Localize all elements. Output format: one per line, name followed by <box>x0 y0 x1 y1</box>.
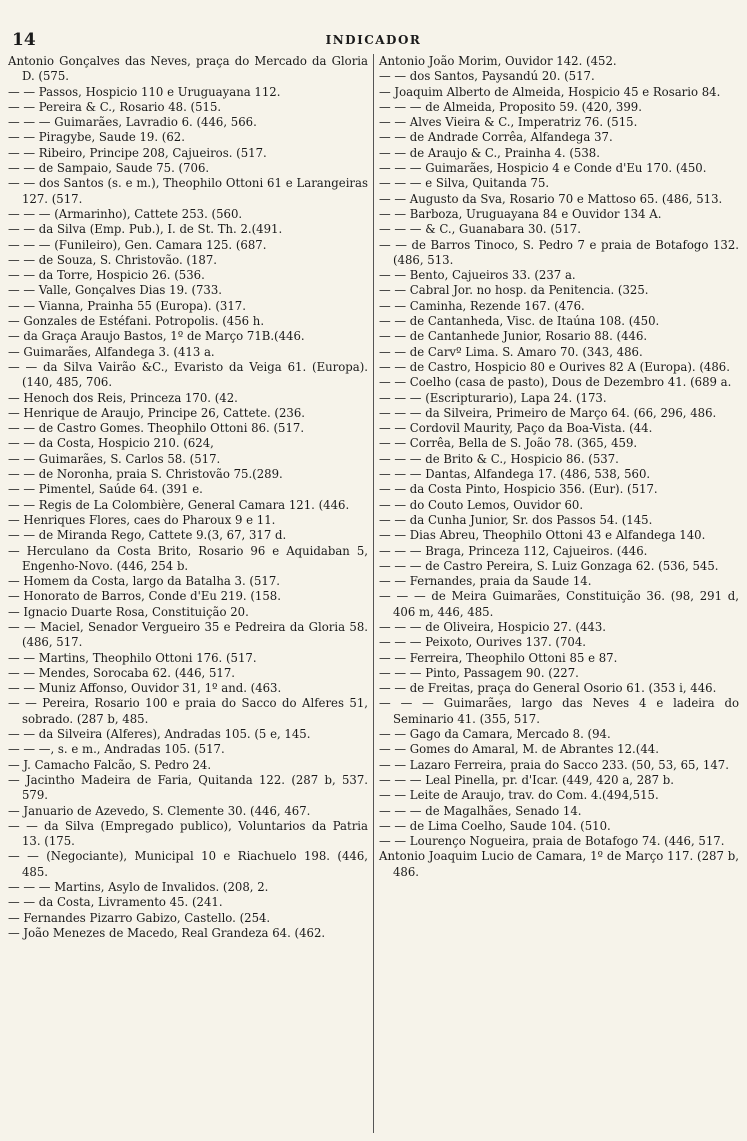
directory-entry: — — Cabral Jor. no hosp. da Penitencia. (325. <box>379 283 649 298</box>
left-column <box>8 54 374 1133</box>
directory-entry: — — de Freitas, praça do General Osorio 61. (353 i, 446. <box>379 681 717 696</box>
directory-entry: — — Fernandes, praia da Saude 14. <box>379 574 592 589</box>
directory-entry: — — da Costa, Livramento 45. (241. <box>8 895 223 910</box>
directory-entry: — — — Dantas, Alfandega 17. (486, 538, 560. <box>379 467 651 482</box>
running-title: INDICADOR <box>325 33 422 47</box>
directory-entry: — — Pimentel, Saúde 64. (391 e. <box>8 482 203 497</box>
directory-entry: — — Martins, Theophilo Ottoni 176. (517. <box>8 650 257 665</box>
directory-entry: — — Guimarães, S. Carlos 58. (517. <box>8 451 221 466</box>
directory-entry: — — (Negociante), Municipal 10 e Riachuelo 198. (446, 485. <box>8 849 368 879</box>
directory-entry: — — Regis de La Colombière, General Camara 121. (446. <box>8 497 350 512</box>
directory-entry: — — Maciel, Senador Vergueiro 35 e Pedreira da Gloria 58. (486, 517. <box>8 619 368 650</box>
page-number: 14 <box>12 30 36 50</box>
directory-entry: — — de Carvº Lima. S. Amaro 70. (343, 486. <box>379 344 643 359</box>
directory-entry: — — — da Silveira, Primeiro de Março 64. (66, 296, 486. <box>379 405 717 420</box>
directory-entry: — — de Castro, Hospicio 80 e Ourives 82 A (Europa). (486. <box>379 359 730 374</box>
directory-entry: — Januario de Azevedo, S. Clemente 30. (446, 467. <box>8 803 311 818</box>
directory-entry: — — da Costa Pinto, Hospicio 356. (Eur). (517. <box>379 482 658 497</box>
directory-entry: — Henoch dos Reis, Princeza 170. (42. <box>8 390 238 405</box>
directory-entry: — — de Barros Tinoco, S. Pedro 7 e praia de Botafogo 132. (486, 513. <box>379 237 739 267</box>
directory-entry: — — — Pinto, Passagem 90. (227. <box>379 665 579 680</box>
directory-entry: — — Coelho (casa de pasto), Dous de Dezembro 41. (689 a. <box>379 375 732 390</box>
directory-entry: — — da Silva (Emp. Pub.), I. de St. Th. 2.(491. <box>8 222 283 237</box>
directory-entry: — — — (Armarinho), Cattete 253. (560. <box>8 206 243 221</box>
directory-entry: — Henriques Flores, caes do Pharoux 9 e 11. <box>8 512 276 527</box>
directory-entry: — — de Cantanhede Junior, Rosario 88. (446. <box>379 329 648 344</box>
directory-entry: — — — de Magalhães, Senado 14. <box>379 803 582 818</box>
directory-entry: — Fernandes Pizarro Gabizo, Castello. (254. <box>8 910 271 925</box>
directory-entry: — — — Peixoto, Ourives 137. (704. <box>379 635 586 650</box>
directory-entry: — — de Castro Gomes. Theophilo Ottoni 86. (517. <box>8 421 305 436</box>
directory-entry: — — Piragybe, Saude 19. (62. <box>8 130 185 145</box>
directory-entry: Antonio Gonçalves das Neves, praça do Mercado da Gloria D. (575. <box>8 54 368 84</box>
directory-entry: — Homem da Costa, largo da Batalha 3. (517. <box>8 574 280 589</box>
directory-entry: Antonio Joaquim Lucio de Camara, 1º de Março 117. (287 b, 486. <box>379 849 739 879</box>
directory-entry: — — de Andrade Corrêa, Alfandega 37. <box>379 130 613 145</box>
directory-entry: — — Gago da Camara, Mercado 8. (94. <box>379 727 611 742</box>
directory-entry: — — de Cantanheda, Visc. de Itaúna 108. (450. <box>379 314 660 329</box>
directory-entry: — — — de Brito & C., Hospicio 86. (537. <box>379 451 619 466</box>
directory-entry: — da Graça Araujo Bastos, 1º de Março 71B.(446. <box>8 329 305 344</box>
directory-entry: — — — & C., Guanabara 30. (517. <box>379 222 581 237</box>
directory-entry: — — da Torre, Hospicio 26. (536. <box>8 268 205 283</box>
directory-entry: — — Passos, Hospicio 110 e Uruguayana 112. <box>8 84 281 99</box>
directory-entry: — — da Silveira (Alferes), Andradas 105. (5 e, 145. <box>8 727 311 742</box>
directory-entry: — — — (Escripturario), Lapa 24. (173. <box>379 390 607 405</box>
directory-entry: — — Leite de Araujo, trav. do Com. 4.(494,515. <box>379 788 659 803</box>
directory-entry: — — da Silva Vairão &C., Evaristo da Veiga 61. (Europa). (140, 485, 706. <box>8 359 368 390</box>
directory-entry: — Guimarães, Alfandega 3. (413 a. <box>8 344 215 359</box>
directory-entry: — — de Souza, S. Christovão. (187. <box>8 252 218 267</box>
directory-entry: — — da Silva (Empregado publico), Voluntarios da Patria 13. (175. <box>8 818 368 849</box>
two-column-layout <box>8 54 739 1133</box>
directory-entry: — — Ferreira, Theophilo Ottoni 85 e 87. <box>379 650 618 665</box>
directory-entry: — — de Miranda Rego, Cattete 9.(3, 67, 317 d. <box>8 528 287 543</box>
directory-entry: — Jacintho Madeira de Faria, Quitanda 122. (287 b, 537. 579. <box>8 772 368 803</box>
directory-entry: — — — Leal Pinella, pr. d'Icar. (449, 420 a, 287 b. <box>379 772 674 787</box>
directory-entry: — — de Sampaio, Saude 75. (706. <box>8 161 210 176</box>
directory-entry: — — —, s. e m., Andradas 105. (517. <box>8 742 225 757</box>
directory-entry: — — — e Silva, Quitanda 75. <box>379 176 550 191</box>
directory-entry: — — do Couto Lemos, Ouvidor 60. <box>379 497 584 512</box>
directory-entry: — — de Lima Coelho, Saude 104. (510. <box>379 818 611 833</box>
directory-entry: — Ignacio Duarte Rosa, Constituição 20. <box>8 604 249 619</box>
directory-entry: — — — Guimarães, Lavradio 6. (446, 566. <box>8 115 257 130</box>
directory-entry: — — da Cunha Junior, Sr. dos Passos 54. (145. <box>379 512 653 527</box>
directory-entry: — — — de Oliveira, Hospicio 27. (443. <box>379 619 606 634</box>
directory-entry: — — Bento, Cajueiros 33. (237 a. <box>379 268 576 283</box>
directory-entry: — — Lourenço Nogueira, praia de Botafogo 74. (446, 517. <box>379 834 725 849</box>
directory-entry: — Henrique de Araujo, Principe 26, Cattete. (236. <box>8 405 305 420</box>
directory-entry: — — Barboza, Uruguayana 84 e Ouvidor 134 A. <box>379 206 662 221</box>
directory-entry: — — de Noronha, praia S. Christovão 75.(289. <box>8 467 283 482</box>
directory-entry: — — Alves Vieira & C., Imperatriz 76. (515. <box>379 115 638 130</box>
directory-entry: — J. Camacho Falcão, S. Pedro 24. <box>8 757 212 772</box>
directory-entry: — — Caminha, Rezende 167. (476. <box>379 298 585 313</box>
directory-entry: — — — (Funileiro), Gen. Camara 125. (687. <box>8 237 267 252</box>
directory-entry: — — Augusto da Sva, Rosario 70 e Mattoso 65. (486, 513. <box>379 191 723 206</box>
directory-entry: — — de Araujo & C., Prainha 4. (538. <box>379 145 600 160</box>
directory-entry: — — Lazaro Ferreira, praia do Sacco 233. (50, 53, 65, 147. <box>379 757 729 772</box>
directory-entry: — — Dias Abreu, Theophilo Ottoni 43 e Alfandega 140. <box>379 528 706 543</box>
directory-entry: — — Muniz Affonso, Ouvidor 31, 1º and. (463. <box>8 681 282 696</box>
directory-entry: — — Ribeiro, Principe 208, Cajueiros. (517. <box>8 145 267 160</box>
directory-entry: — — Valle, Gonçalves Dias 19. (733. <box>8 283 223 298</box>
directory-entry: — João Menezes de Macedo, Real Grandeza 64. (462. <box>8 925 326 940</box>
directory-entry: — Herculano da Costa Brito, Rosario 96 e Aquidaban 5, Engenho-Novo. (446, 254 b. <box>8 543 368 573</box>
directory-entry: — — — de Castro Pereira, S. Luiz Gonzaga 62. (536, 545. <box>379 558 719 573</box>
directory-entry: — Gonzales de Estéfani. Potropolis. (456 h. <box>8 314 265 329</box>
directory-entry: — — — Guimarães, largo das Neves 4 e ladeira do Seminario 41. (355, 517. <box>379 696 739 726</box>
directory-entry: — — dos Santos (s. e m.), Theophilo Ottoni 61 e Larangeiras 127. (517. <box>8 176 368 206</box>
directory-entry: — — — Braga, Princeza 112, Cajueiros. (446. <box>379 543 648 558</box>
directory-entry: — — Corrêa, Bella de S. João 78. (365, 459. <box>379 436 638 451</box>
directory-entry: — Honorato de Barros, Conde d'Eu 219. (158. <box>8 589 281 604</box>
directory-entry: — — Pereira, Rosario 100 e praia do Sacco do Alferes 51, sobrado. (287 b, 485. <box>8 696 368 726</box>
directory-entry: — — Pereira & C., Rosario 48. (515. <box>8 99 222 114</box>
directory-entry: — — Cordovil Maurity, Paço da Boa-Vista. (44. <box>379 421 653 436</box>
directory-entry: — — Mendes, Sorocaba 62. (446, 517. <box>8 665 236 680</box>
directory-entry: — — da Costa, Hospicio 210. (624, <box>8 436 214 451</box>
directory-entry: — — dos Santos, Paysandú 20. (517. <box>379 69 595 84</box>
directory-entry: — — Gomes do Amaral, M. de Abrantes 12.(44. <box>379 742 659 757</box>
directory-entry: — — — de Almeida, Proposito 59. (420, 399. <box>379 99 642 114</box>
directory-entry: Antonio João Morim, Ouvidor 142. (452. <box>379 54 617 68</box>
directory-entry: — — Vianna, Prainha 55 (Europa). (317. <box>8 298 246 313</box>
directory-entry: — Joaquim Alberto de Almeida, Hospicio 45 e Rosario 84. <box>379 84 721 99</box>
directory-entry: — — — Guimarães, Hospicio 4 e Conde d'Eu 170. (450. <box>379 161 707 176</box>
directory-entry: — — — Martins, Asylo de Invalidos. (208, 2. <box>8 880 269 895</box>
right-column <box>374 54 739 1133</box>
directory-entry: — — — de Meira Guimarães, Constituição 36. (98, 291 d, 406 m, 446, 485. <box>379 589 739 619</box>
